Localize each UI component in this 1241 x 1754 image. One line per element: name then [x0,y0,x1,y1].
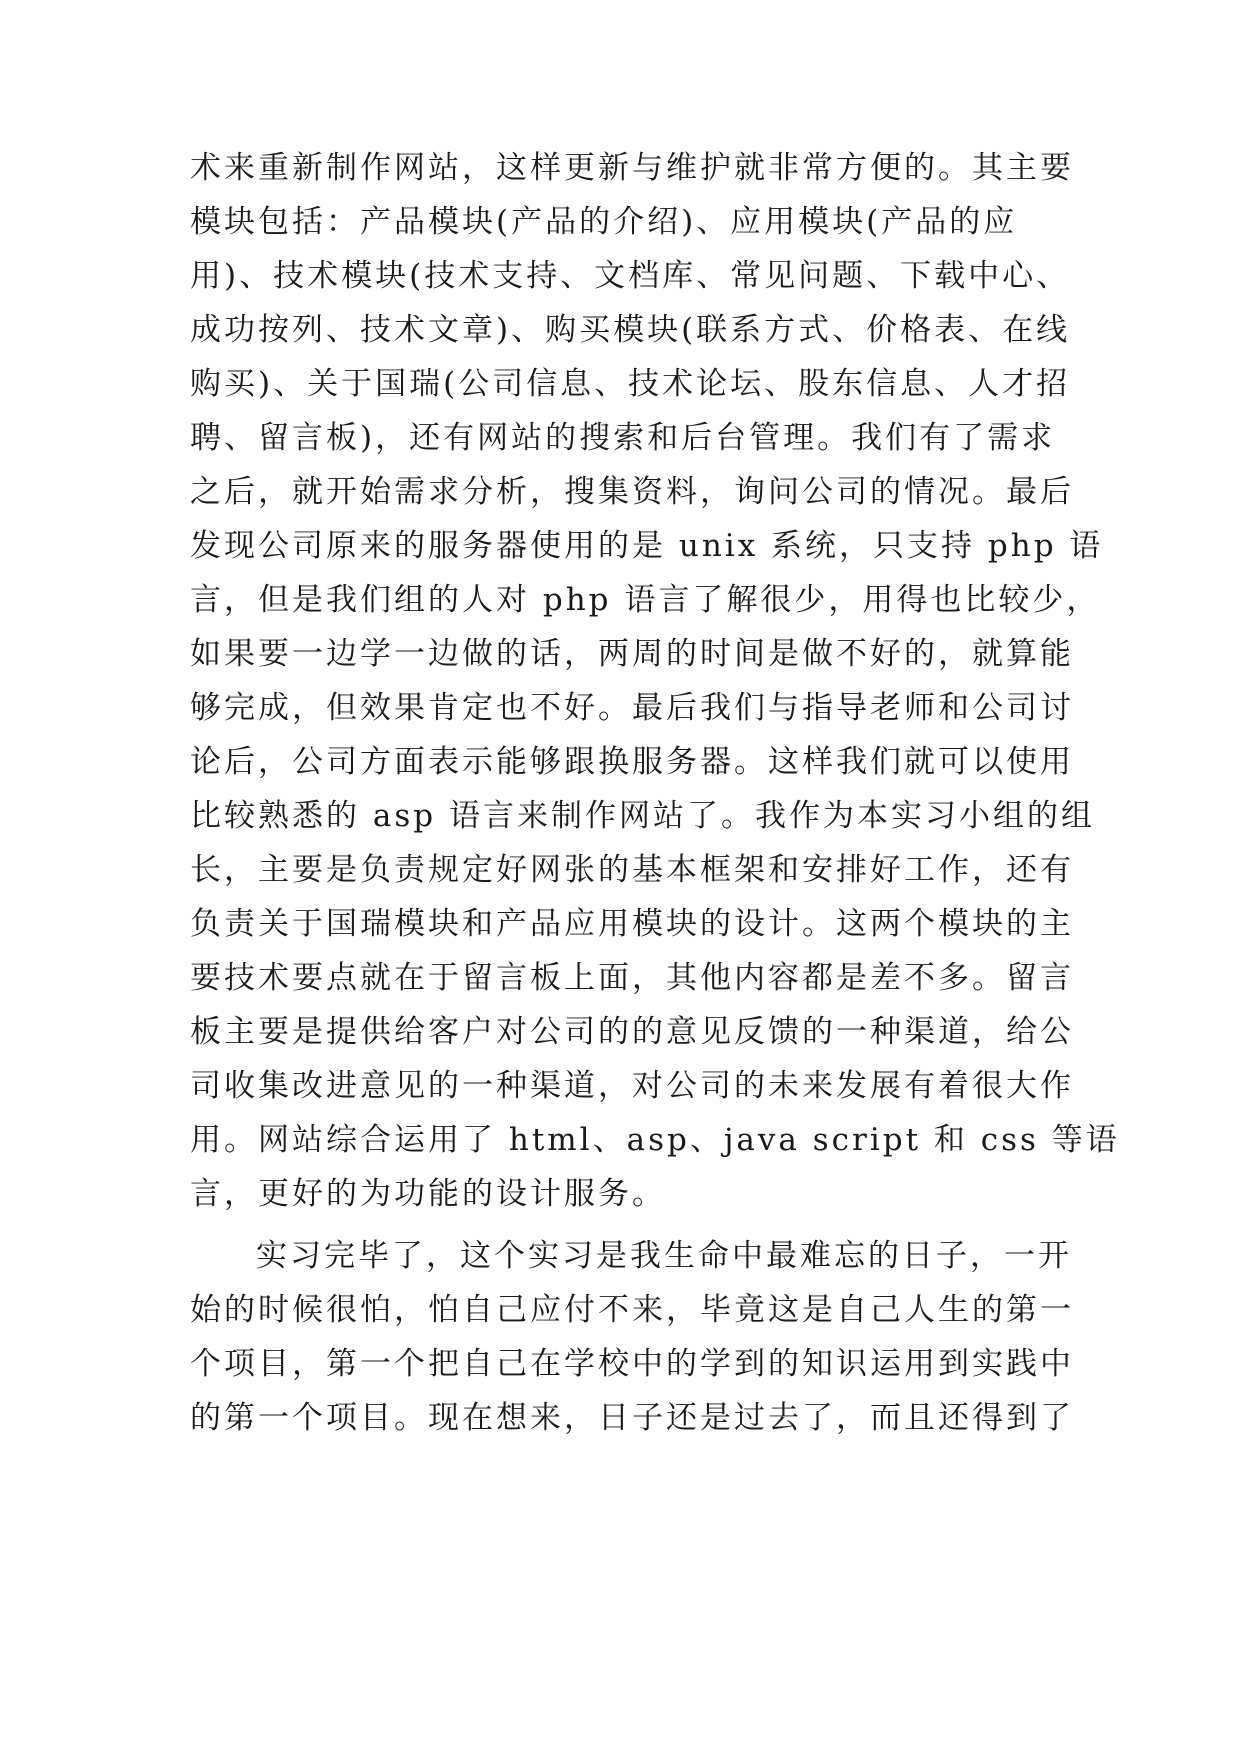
text-line: 始的时候很怕，怕自己应付不来，毕竟这是自己人生的第一 [190,1292,1074,1328]
text-line: 板主要是提供给客户对公司的的意见反馈的一种渠道，给公 [190,1014,1074,1050]
text-line: 购买)、关于国瑞(公司信息、技术论坛、股东信息、人才招 [190,366,1071,402]
text-line: 发现公司原来的服务器使用的是 unix 系统，只支持 php 语 [190,528,1104,564]
text-line: 聘、留言板)，还有网站的搜索和后台管理。我们有了需求 [190,420,1056,456]
text-line: 之后，就开始需求分析，搜集资料，询问公司的情况。最后 [190,474,1074,510]
text-line: 成功按列、技术文章)、购买模块(联系方式、价格表、在线 [190,312,1071,348]
text-line: 模块包括：产品模块(产品的介绍)、应用模块(产品的应 [190,204,1018,240]
text-line: 要技术要点就在于留言板上面，其他内容都是差不多。留言 [190,960,1074,996]
text-line: 够完成，但效果肯定也不好。最后我们与指导老师和公司讨 [190,690,1074,726]
text-line: 论后，公司方面表示能够跟换服务器。这样我们就可以使用 [190,744,1074,780]
text-line: 用)、技术模块(技术支持、文档库、常见问题、下载中心、 [190,258,1071,294]
text-line: 如果要一边学一边做的话，两周的时间是做不好的，就算能 [190,636,1074,672]
text-line: 术来重新制作网站，这样更新与维护就非常方便的。其主要 [190,150,1074,186]
text-line: 言，但是我们组的人对 php 语言了解很少，用得也比较少， [190,582,1101,618]
text-line: 负责关于国瑞模块和产品应用模块的设计。这两个模块的主 [190,906,1074,942]
text-line: 司收集改进意见的一种渠道，对公司的未来发展有着很大作 [190,1068,1074,1104]
text-line: 个项目，第一个把自己在学校中的学到的知识运用到实践中 [190,1346,1074,1382]
text-line: 长，主要是负责规定好网张的基本框架和安排好工作，还有 [190,852,1074,888]
text-line: 用。网站综合运用了 html、asp、java script 和 css 等语 [190,1122,1120,1158]
text-line: 的第一个项目。现在想来，日子还是过去了，而且还得到了 [190,1400,1074,1436]
text-line: 言，更好的为功能的设计服务。 [190,1176,666,1212]
text-line: 比较熟悉的 asp 语言来制作网站了。我作为本实习小组的组 [190,798,1095,834]
paragraph-first-line: 实习完毕了，这个实习是我生命中最难忘的日子，一开 [256,1238,1072,1274]
